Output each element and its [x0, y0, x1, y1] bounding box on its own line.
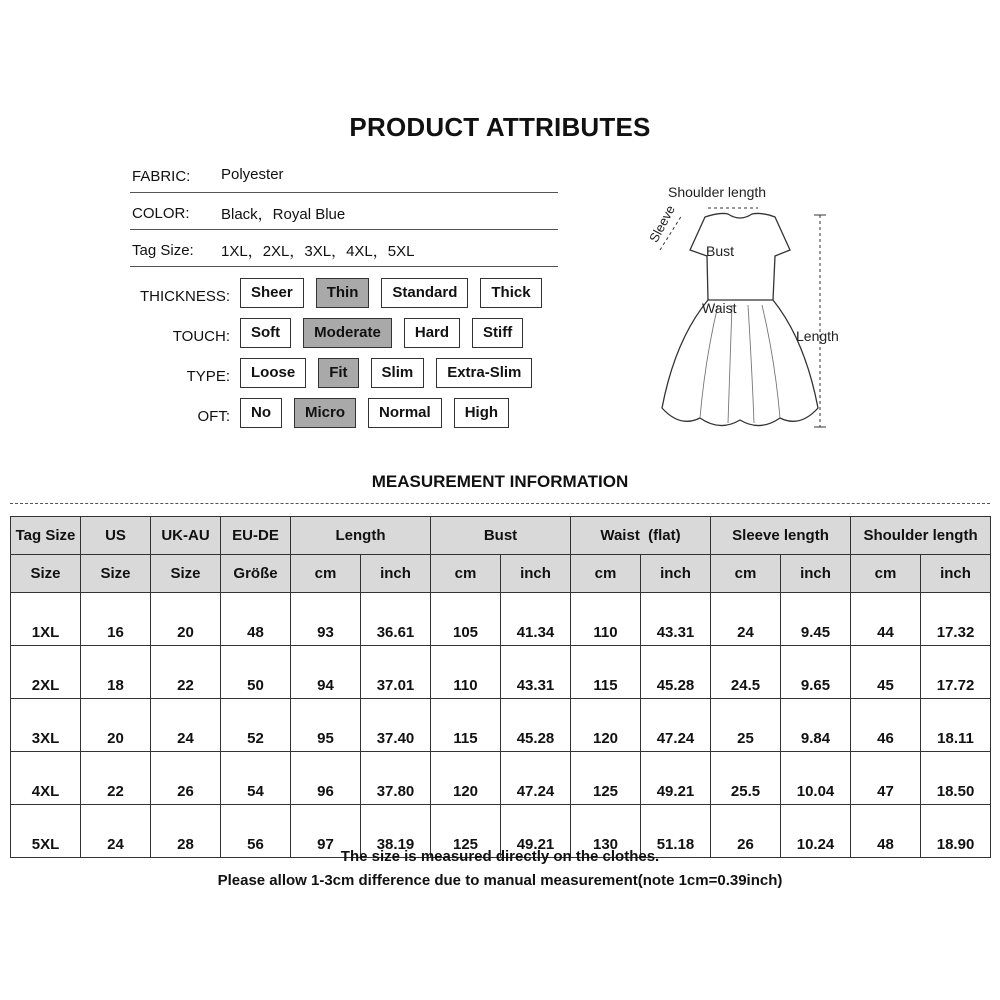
option-label: OFT: — [197, 408, 230, 425]
table-cell: 24 — [151, 699, 221, 752]
table-cell: 17.32 — [921, 593, 991, 646]
table-subheader-cell: Size — [81, 555, 151, 593]
option-group — [240, 398, 509, 428]
table-header-cell: UK-AU — [151, 517, 221, 555]
table-cell: 1XL — [11, 593, 81, 646]
table-cell: 5XL — [11, 805, 81, 858]
measurement-title: MEASUREMENT INFORMATION — [371, 472, 629, 491]
table-cell: 130 — [571, 805, 641, 858]
table-cell: 93 — [291, 593, 361, 646]
table-cell: 10.04 — [781, 752, 851, 805]
table-cell: 95 — [291, 699, 361, 752]
table-cell: 4XL — [11, 752, 81, 805]
table-header-cell: Shoulder length — [851, 517, 991, 555]
table-cell: 48 — [221, 593, 291, 646]
option-micro[interactable]: Micro — [294, 398, 356, 428]
dress-skirt-outline — [662, 300, 818, 426]
attr-tag-size — [130, 230, 558, 267]
option-high[interactable]: High — [454, 398, 509, 428]
table-cell: 51.18 — [641, 805, 711, 858]
dress-skirt-folds — [700, 305, 780, 423]
option-normal[interactable]: Normal — [368, 398, 442, 428]
table-cell: 49.21 — [501, 805, 571, 858]
table-cell: 24 — [81, 805, 151, 858]
table-cell: 45 — [851, 646, 921, 699]
table-cell: 120 — [571, 699, 641, 752]
table-cell: 48 — [851, 805, 921, 858]
table-cell: 37.01 — [361, 646, 431, 699]
table-cell: 20 — [81, 699, 151, 752]
table-row — [11, 593, 991, 646]
table-subheader-cell: inch — [921, 555, 991, 593]
table-cell: 25.5 — [711, 752, 781, 805]
option-fit[interactable]: Fit — [318, 358, 358, 388]
table-row — [11, 752, 991, 805]
option-hard[interactable]: Hard — [404, 318, 460, 348]
option-thin[interactable]: Thin — [316, 278, 370, 308]
option-label: TYPE: — [186, 368, 230, 385]
table-cell: 125 — [431, 805, 501, 858]
option-loose[interactable]: Loose — [240, 358, 306, 388]
table-subheader-cell: cm — [851, 555, 921, 593]
table-cell: 120 — [431, 752, 501, 805]
table-cell: 94 — [291, 646, 361, 699]
table-subheader-cell: Size — [11, 555, 81, 593]
table-cell: 18.90 — [921, 805, 991, 858]
table-cell: 22 — [81, 752, 151, 805]
option-standard[interactable]: Standard — [381, 278, 468, 308]
table-cell: 52 — [221, 699, 291, 752]
option-slim[interactable]: Slim — [371, 358, 425, 388]
size-table — [10, 516, 991, 858]
table-cell: 18.50 — [921, 752, 991, 805]
option-label: THICKNESS: — [139, 288, 230, 305]
table-subheader-cell: inch — [361, 555, 431, 593]
table-cell: 24.5 — [711, 646, 781, 699]
table-cell: 17.72 — [921, 646, 991, 699]
table-header-cell: Sleeve length — [711, 517, 851, 555]
page-title: PRODUCT ATTRIBUTES — [349, 112, 651, 142]
table-cell: 20 — [151, 593, 221, 646]
table-subheader-cell: inch — [501, 555, 571, 593]
table-header-cell: US — [81, 517, 151, 555]
table-cell: 24 — [711, 593, 781, 646]
table-cell: 18.11 — [921, 699, 991, 752]
dress-diagram — [620, 170, 860, 440]
table-subheader-cell: cm — [711, 555, 781, 593]
attr-value: 1XL，2XL，3XL，4XL，5XL — [221, 243, 415, 260]
table-subheader-row — [11, 555, 991, 593]
table-header-cell: Length — [291, 517, 431, 555]
attr-fabric — [130, 156, 558, 193]
table-cell: 37.40 — [361, 699, 431, 752]
table-cell: 45.28 — [641, 646, 711, 699]
option-sheer[interactable]: Sheer — [240, 278, 304, 308]
table-cell: 47.24 — [641, 699, 711, 752]
table-cell: 38.19 — [361, 805, 431, 858]
table-cell: 26 — [151, 752, 221, 805]
table-header-cell: Bust — [431, 517, 571, 555]
table-cell: 26 — [711, 805, 781, 858]
table-row — [11, 699, 991, 752]
table-cell: 47.24 — [501, 752, 571, 805]
option-no[interactable]: No — [240, 398, 282, 428]
table-cell: 43.31 — [501, 646, 571, 699]
table-subheader-cell: inch — [781, 555, 851, 593]
option-soft[interactable]: Soft — [240, 318, 291, 348]
option-group — [240, 318, 523, 348]
table-cell: 115 — [571, 646, 641, 699]
attr-color — [130, 193, 558, 230]
note-difference: Please allow 1-3cm difference due to manual measurement(note 1cm=0.39inch) — [217, 872, 783, 889]
option-label: TOUCH: — [172, 328, 230, 345]
table-cell: 125 — [571, 752, 641, 805]
table-cell: 9.84 — [781, 699, 851, 752]
note-measured: The size is measured directly on the clothes. — [340, 848, 660, 865]
waist-label: Waist — [702, 300, 737, 316]
table-body — [11, 593, 991, 858]
dashed-divider — [10, 503, 990, 504]
table-cell: 110 — [571, 593, 641, 646]
dress-bodice-outline — [690, 213, 790, 300]
table-cell: 45.28 — [501, 699, 571, 752]
table-cell: 115 — [431, 699, 501, 752]
table-cell: 49.21 — [641, 752, 711, 805]
attr-value: Polyester — [221, 166, 284, 183]
table-cell: 2XL — [11, 646, 81, 699]
table-row — [11, 646, 991, 699]
attr-label: FABRIC: — [132, 168, 191, 185]
table-cell: 105 — [431, 593, 501, 646]
sleeve-label: Sleeve — [646, 202, 678, 245]
table-subheader-cell: cm — [291, 555, 361, 593]
table-subheader-cell: Size — [151, 555, 221, 593]
table-cell: 110 — [431, 646, 501, 699]
shoulder-length-label: Shoulder length — [668, 184, 767, 200]
length-label: Length — [796, 328, 839, 344]
table-cell: 28 — [151, 805, 221, 858]
table-cell: 9.45 — [781, 593, 851, 646]
attr-label: Tag Size: — [132, 242, 194, 259]
table-cell: 10.24 — [781, 805, 851, 858]
table-header-cell: EU-DE — [221, 517, 291, 555]
option-stiff[interactable]: Stiff — [472, 318, 523, 348]
table-cell: 50 — [221, 646, 291, 699]
option-thick[interactable]: Thick — [480, 278, 541, 308]
table-cell: 22 — [151, 646, 221, 699]
table-cell: 47 — [851, 752, 921, 805]
table-header-row — [11, 517, 991, 555]
table-subheader-cell: Größe — [221, 555, 291, 593]
option-moderate[interactable]: Moderate — [303, 318, 392, 348]
table-cell: 43.31 — [641, 593, 711, 646]
table-cell: 25 — [711, 699, 781, 752]
option-group — [240, 278, 542, 308]
table-cell: 46 — [851, 699, 921, 752]
attr-label: COLOR: — [132, 205, 190, 222]
table-cell: 44 — [851, 593, 921, 646]
option-extra-slim[interactable]: Extra-Slim — [436, 358, 532, 388]
table-cell: 3XL — [11, 699, 81, 752]
table-cell: 16 — [81, 593, 151, 646]
attr-value: Black，Royal Blue — [221, 206, 346, 223]
table-subheader-cell: cm — [571, 555, 641, 593]
table-header-cell: Tag Size — [11, 517, 81, 555]
bust-label: Bust — [706, 243, 735, 259]
table-cell: 36.61 — [361, 593, 431, 646]
table-cell: 96 — [291, 752, 361, 805]
table-cell: 9.65 — [781, 646, 851, 699]
table-cell: 18 — [81, 646, 151, 699]
option-group — [240, 358, 532, 388]
table-cell: 97 — [291, 805, 361, 858]
table-subheader-cell: inch — [641, 555, 711, 593]
table-subheader-cell: cm — [431, 555, 501, 593]
table-cell: 41.34 — [501, 593, 571, 646]
table-header-cell: Waist (flat) — [571, 517, 711, 555]
table-cell: 56 — [221, 805, 291, 858]
table-cell: 54 — [221, 752, 291, 805]
table-cell: 37.80 — [361, 752, 431, 805]
